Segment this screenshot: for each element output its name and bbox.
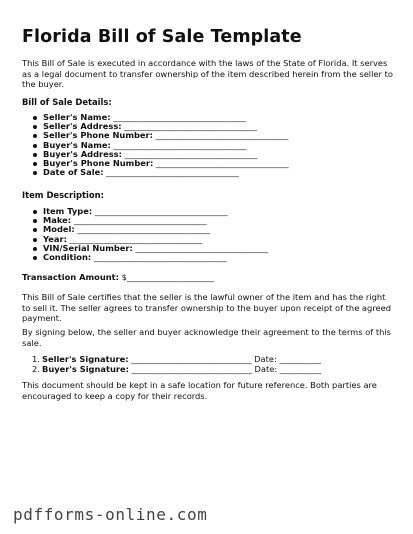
- buyer-address-blank[interactable]: ________________________________: [124, 148, 258, 159]
- buyer-signature-row: 2. Buyer's Signature: _____________________________ Date: __________: [32, 364, 322, 374]
- seller-address-blank[interactable]: ________________________________: [124, 121, 257, 132]
- make-field: Make: ________________________________: [22, 216, 268, 225]
- item-type-blank[interactable]: ________________________________: [94, 206, 228, 216]
- details-heading: Bill of Sale Details:: [22, 97, 112, 107]
- condition-blank[interactable]: ________________________________: [93, 251, 227, 262]
- acknowledge-paragraph: By signing below, the seller and buyer acknowledge their agreement to the terms of this sale.: [22, 327, 391, 348]
- page-title: Florida Bill of Sale Template: [22, 27, 302, 47]
- date-of-sale-field: Date of Sale: ________________________________: [22, 168, 289, 177]
- certify-paragraph: This Bill of Sale certifies that the seller is the lawful owner of the item and has the right to sell it. The seller agrees to transfer ownership to the buyer upon receipt of the agreed payment.: [22, 292, 391, 323]
- buyer-address-field: Buyer's Address: ________________________________: [22, 150, 289, 159]
- buyer-date-blank[interactable]: __________: [279, 364, 322, 374]
- seller-signature-row: 1. Seller's Signature: _____________________________ Date: __________: [32, 354, 321, 364]
- closing-paragraph: This document should be kept in a safe location for future reference. Both parties are encouraged to keep a copy for their records.: [22, 380, 377, 401]
- transaction-amount-blank[interactable]: $_____________________: [121, 272, 215, 282]
- vin-field: VIN/Serial Number: ________________________________: [22, 244, 268, 253]
- seller-address-field: Seller's Address: ________________________________: [22, 122, 289, 131]
- seller-phone-field: Seller's Phone Number: ________________________________: [22, 131, 289, 140]
- site-watermark: pdfforms-online.com: [13, 505, 208, 524]
- seller-phone-blank[interactable]: ________________________________: [155, 130, 289, 141]
- seller-signature-blank[interactable]: _____________________________: [131, 354, 252, 364]
- buyer-name-field: Buyer's Name: ________________________________: [22, 141, 289, 150]
- item-type-field: Item Type: ________________________________: [22, 207, 268, 216]
- details-list: [22, 113, 289, 177]
- date-of-sale-blank[interactable]: ________________________________: [106, 167, 239, 178]
- seller-name-field: Seller's Name: ________________________________: [22, 113, 289, 122]
- buyer-phone-field: Buyer's Phone Number: ________________________________: [22, 159, 289, 168]
- year-blank[interactable]: ________________________________: [69, 233, 203, 244]
- transaction-amount: Transaction Amount: $_____________________: [22, 272, 215, 282]
- item-list: [22, 207, 268, 262]
- buyer-phone-blank[interactable]: ________________________________: [155, 157, 289, 168]
- model-field: Model: ________________________________: [22, 225, 268, 234]
- seller-date-blank[interactable]: __________: [279, 354, 321, 364]
- buyer-signature-blank[interactable]: _____________________________: [131, 364, 252, 374]
- condition-field: Condition: ________________________________: [22, 253, 268, 262]
- vin-blank[interactable]: ________________________________: [135, 242, 269, 253]
- make-blank[interactable]: ________________________________: [73, 215, 207, 226]
- intro-paragraph: This Bill of Sale is executed in accordance with the laws of the State of Florida. It serves as a legal document to transfer ownership of the item described herein from the seller to the buyer.: [22, 58, 393, 89]
- seller-name-blank[interactable]: ________________________________: [113, 112, 246, 122]
- item-heading: Item Description:: [22, 190, 104, 200]
- signature-list: [22, 354, 321, 374]
- year-field: Year: ________________________________: [22, 235, 268, 244]
- buyer-name-blank[interactable]: ________________________________: [113, 139, 247, 150]
- model-blank[interactable]: ________________________________: [77, 224, 211, 235]
